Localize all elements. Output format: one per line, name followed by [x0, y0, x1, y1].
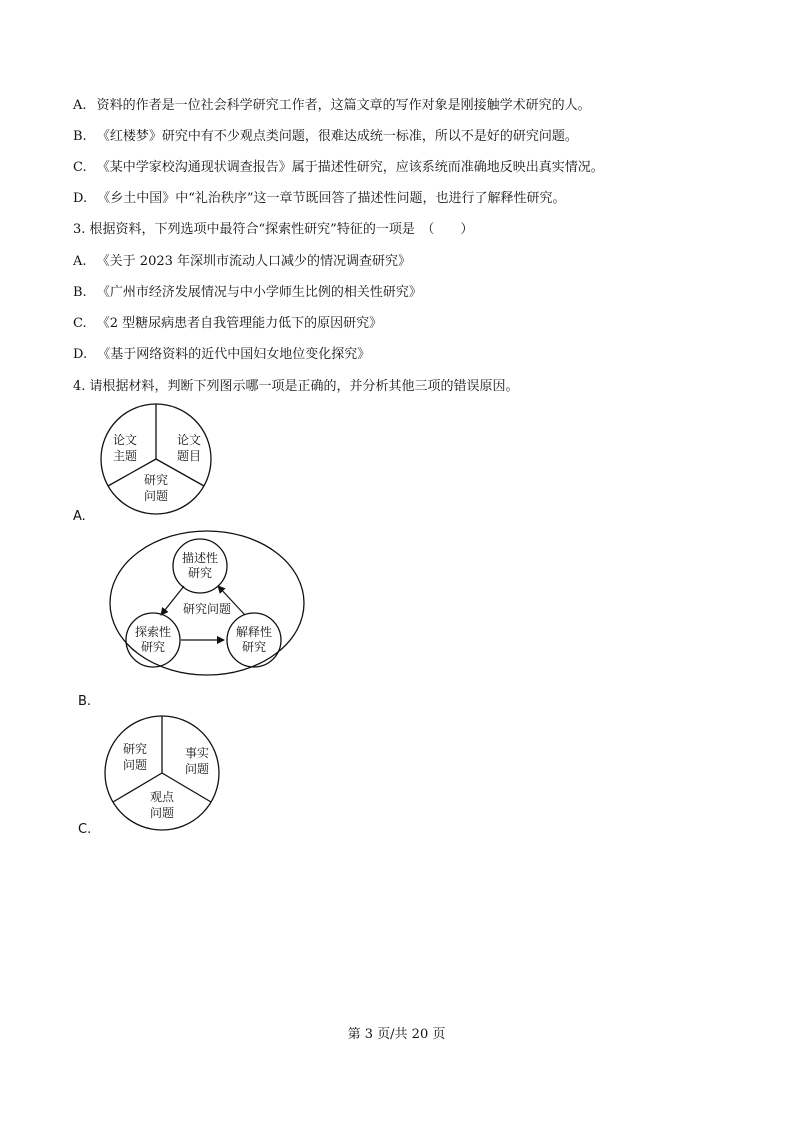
option-text: 《乡土中国》中“礼治秩序”这一章节既回答了描述性问题，也进行了解释性研究。 — [97, 191, 566, 206]
diagram-b-right-line1: 解释性 — [235, 625, 273, 639]
diagram-a — [96, 402, 216, 522]
diagram-b-right-line2: 研究 — [241, 640, 267, 654]
diagram-c-bottom-line2: 问题 — [149, 806, 175, 820]
option-letter: A. — [73, 98, 87, 113]
diagram-c — [102, 713, 222, 833]
q2-option-b — [73, 128, 578, 146]
diagram-a-left-line2: 主题 — [112, 449, 138, 463]
option-letter: C. — [73, 160, 87, 175]
q3-option-a — [73, 253, 411, 271]
option-letter: B. — [73, 285, 87, 300]
q2-option-c — [73, 159, 604, 177]
diagram-a-right-line1: 论文 — [176, 433, 202, 447]
diagram-a-right-line2: 题目 — [176, 449, 202, 463]
q3-option-b — [73, 284, 422, 302]
option-letter: D. — [73, 191, 88, 206]
q3-stem: 3. 根据资料，下列选项中最符合“探索性研究”特征的一项是 （ ） — [73, 222, 474, 237]
diagram-b-top-line2: 研究 — [187, 566, 213, 580]
q2-option-d — [73, 190, 566, 208]
option-text: 《2 型糖尿病患者自我管理能力低下的原因研究》 — [96, 316, 383, 331]
diagram-b-label: B. — [78, 694, 92, 709]
diagram-b-arrow-top-to-left — [161, 586, 184, 615]
diagram-c-right-line1: 事实 — [184, 746, 210, 760]
option-text: 《关于 2023 年深圳市流动人口减少的情况调查研究》 — [96, 254, 412, 269]
diagram-b — [108, 530, 306, 678]
option-text: 《红楼梦》研究中有不少观点类问题，很难达成统一标准，所以不是好的研究问题。 — [96, 129, 578, 144]
diagram-b-left-line1: 探索性 — [134, 625, 172, 639]
option-letter: D. — [73, 347, 88, 362]
q2-option-a — [73, 97, 591, 115]
page-footer: 第 3 页/共 20 页 — [347, 1027, 446, 1042]
diagram-b-svg — [108, 530, 306, 678]
diagram-a-svg — [96, 402, 216, 522]
q3-option-d — [73, 346, 370, 364]
diagram-b-top-line1: 描述性 — [181, 551, 219, 565]
option-letter: B. — [73, 129, 87, 144]
diagram-b-center-label: 研究问题 — [182, 602, 232, 616]
diagram-c-svg — [102, 713, 222, 833]
option-text: 《某中学家校沟通现状调查报告》属于描述性研究，应该系统而准确地反映出真实情况。 — [96, 160, 604, 175]
option-text: 资料的作者是一位社会科学研究工作者，这篇文章的写作对象是刚接触学术研究的人。 — [96, 98, 591, 113]
diagram-c-bottom-line1: 观点 — [149, 790, 175, 804]
diagram-a-bottom-line1: 研究 — [143, 473, 169, 487]
option-text: 《广州市经济发展情况与中小学师生比例的相关性研究》 — [96, 285, 422, 300]
diagram-a-label: A. — [73, 509, 86, 524]
diagram-b-left-line2: 研究 — [140, 640, 166, 654]
diagram-c-label: C. — [78, 822, 92, 837]
diagram-a-bottom-line2: 问题 — [143, 489, 169, 503]
diagram-c-left-line1: 研究 — [122, 742, 148, 756]
q4-stem: 4. 请根据材料，判断下列图示哪一项是正确的，并分析其他三项的错误原因。 — [73, 379, 519, 394]
diagram-c-left-line2: 问题 — [122, 758, 148, 772]
option-letter: C. — [73, 316, 87, 331]
diagram-c-right-line2: 问题 — [184, 762, 210, 776]
q3-option-c — [73, 315, 382, 333]
diagram-a-left-line1: 论文 — [112, 433, 138, 447]
option-text: 《基于网络资料的近代中国妇女地位变化探究》 — [97, 347, 371, 362]
option-letter: A. — [73, 254, 87, 269]
